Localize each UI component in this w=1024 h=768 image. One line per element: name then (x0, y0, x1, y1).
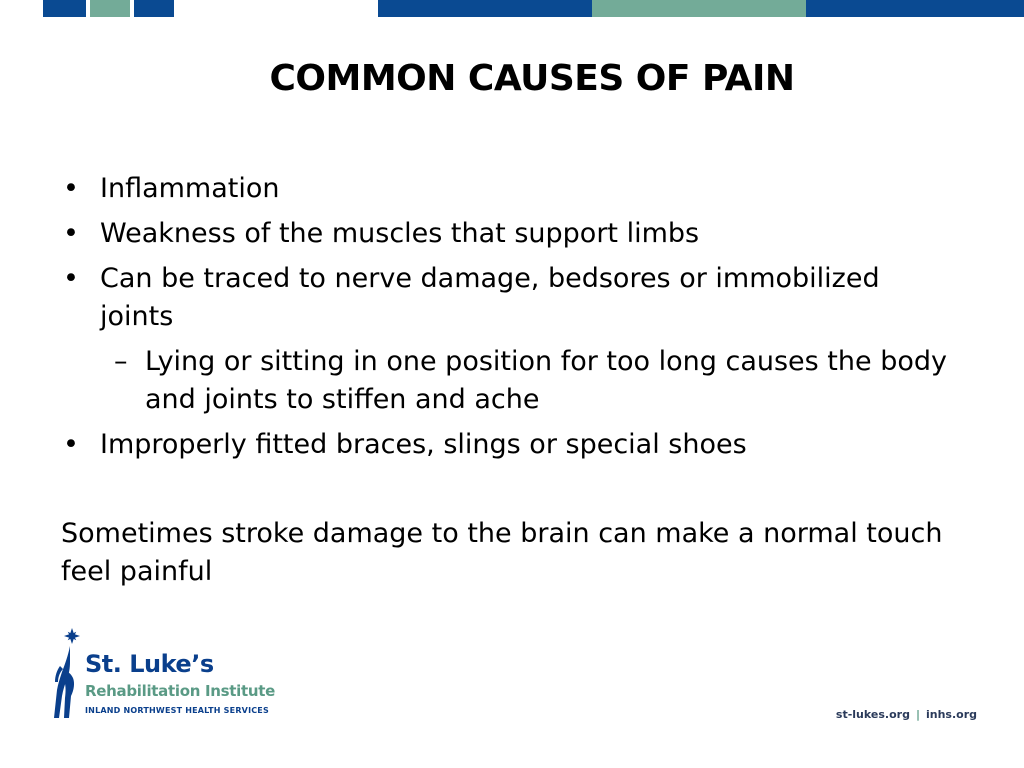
bullet-item: • Can be traced to nerve damage, bedsores or immobilized joints (60, 260, 960, 336)
closing-note: Sometimes stroke damage to the brain can make a normal touch feel painful (61, 518, 943, 587)
logo-name: St. Luke’s (85, 650, 214, 678)
inhs-link[interactable]: inhs.org (925, 708, 977, 721)
top-color-bar (0, 0, 1024, 17)
bullet-item: • Inflammation (60, 170, 960, 208)
st-lukes-logo (48, 626, 288, 722)
figure-with-star-icon (48, 626, 88, 722)
st-lukes-link[interactable]: st-lukes.org (835, 708, 910, 721)
footer-separator: | (915, 708, 920, 721)
bullet-item: • Improperly fitted braces, slings or special shoes (60, 426, 960, 464)
logo-services: INLAND NORTHWEST HEALTH SERVICES (85, 706, 269, 715)
bullet-item: • Weakness of the muscles that support limbs (60, 215, 960, 253)
sub-bullet-item: – Lying or sitting in one position for too long causes the body and joints to stiffen and ache (60, 343, 960, 419)
bullet-list (60, 170, 960, 471)
footer-links (836, 708, 977, 721)
logo-institute: Rehabilitation Institute (85, 682, 275, 700)
slide-title: COMMON CAUSES OF PAIN (269, 58, 795, 99)
